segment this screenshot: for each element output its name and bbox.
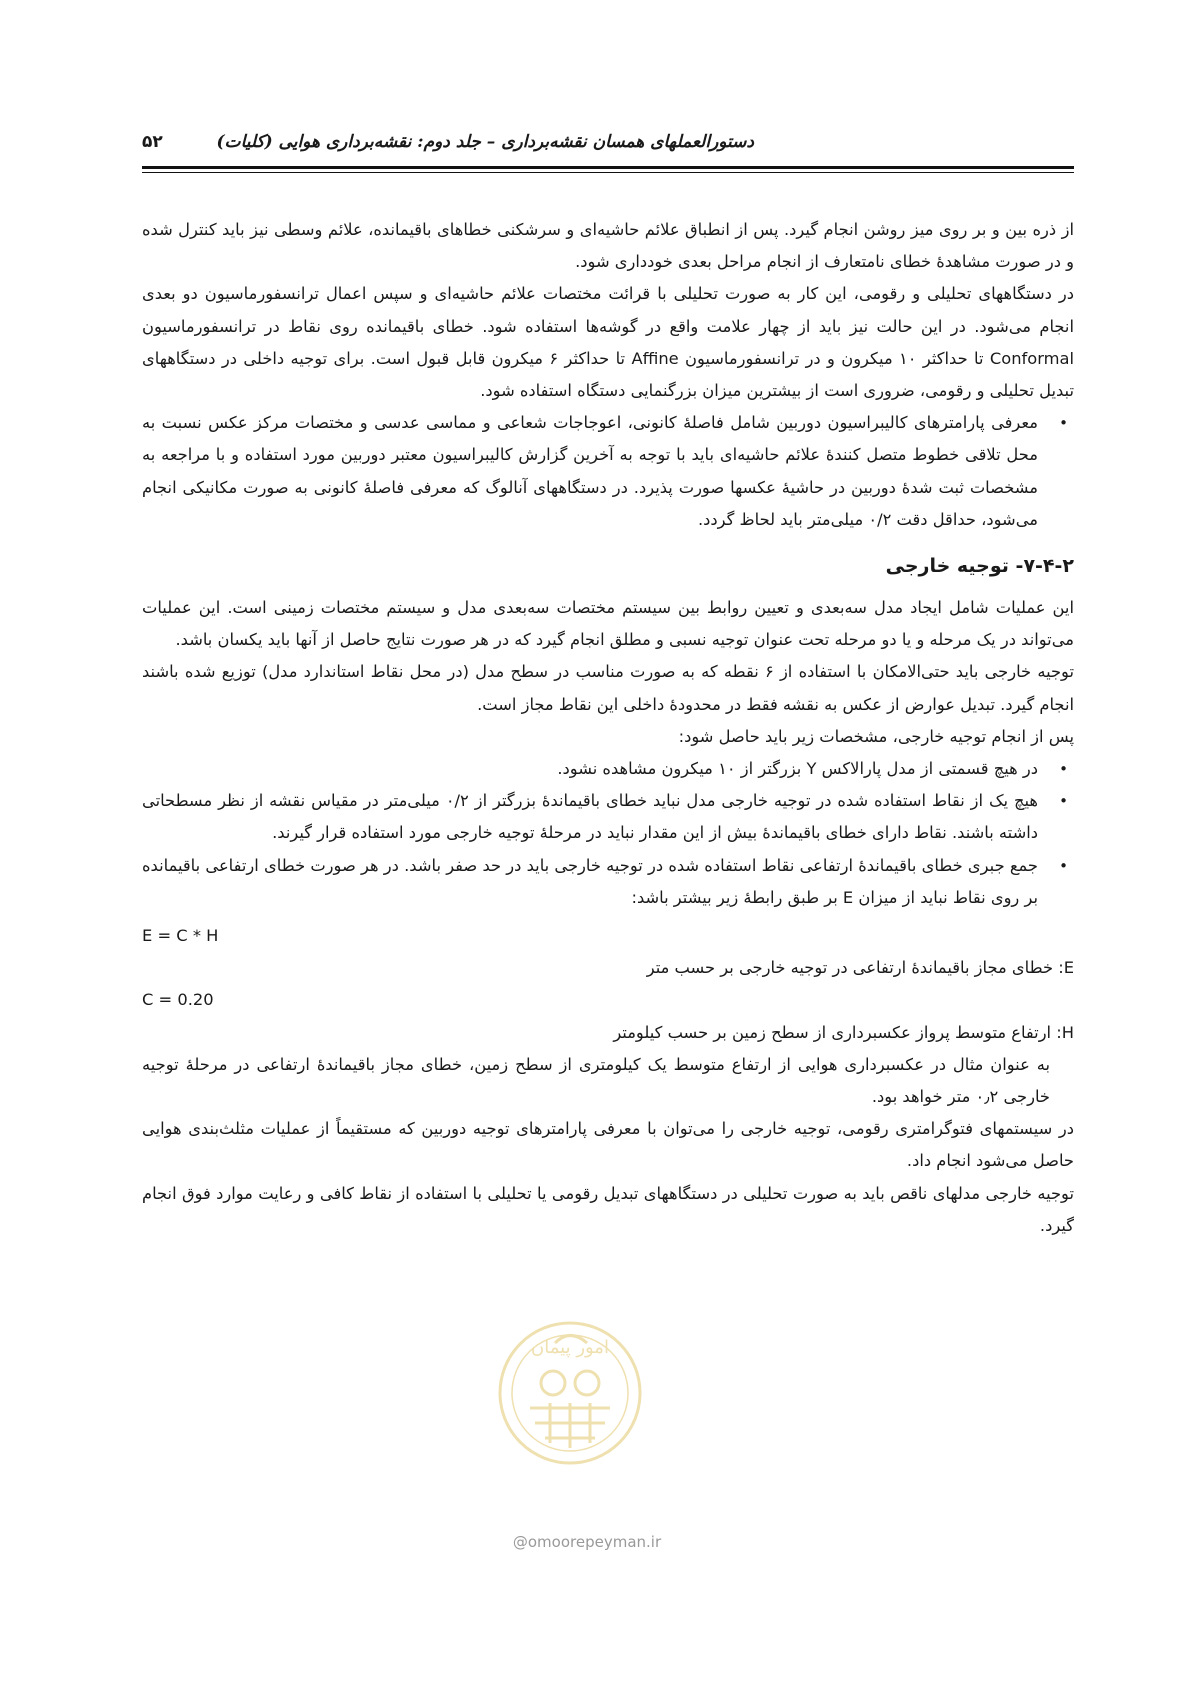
paragraph: توجیه خارجی مدلهای ناقص باید به صورت تحلیلی در دستگاههای تبدیل رقومی یا تحلیلی با استفاده از نقاط کافی و رعایت موارد فوق انجام گیرد.: [142, 1183, 1074, 1235]
definition-c: C = 0.20: [142, 990, 214, 1010]
bullet-item: • در هیچ قسمتی از مدل پارالاکس Y بزرگتر از ۱۰ میکرون مشاهده نشود.: [142, 753, 1074, 785]
page-number: ۵۲: [142, 132, 163, 152]
paragraph: از ذره بین و بر روی میز روشن انجام گیرد. پس از انطباق علائم حاشیه‌ای و سرشکنی خطاهای باقیمانده، علائم وسطی نیز باید کنترل شده و در صورت مشاهدهٔ خطای نامتعارف از انجام مراحل بعدی خودداری شود.: [142, 220, 1074, 272]
paragraph: توجیه خارجی باید حتی‌الامکان با استفاده از ۶ نقطه که به صورت مناسب در سطح مدل (در محل نقاط استاندارد مدل) توزیع شده باشند انجام گیرد. تبدیل عوارض از عکس به نقشه فقط در محدودهٔ داخلی این نقاط مجاز است.: [142, 662, 1074, 714]
bullet-item: • معرفی پارامترهای کالیبراسیون دوربین شامل فاصلهٔ کانونی، اعوجاجات شعاعی و مماسی عدسی و مختصات مرکز عکس نسبت به محل تلاقی خطوط متصل کنندهٔ علائم حاشیه‌ای باید با توجه به آخرین گزارش کالیبراسیون معتبر دوربین مورد استفاده و با مراجعه به مشخصات ثبت شدهٔ دوربین در حاشیهٔ عکسها صورت پذیرد. در دستگاههای آنالوگ که معرفی فاصلهٔ کانونی به صورت مکانیکی انجام می‌شود، حداقل دقت ۰/۲ میلی‌متر باید لحاظ گردد.: [142, 407, 1074, 536]
page-header: [142, 130, 1074, 169]
formula: E = C * H: [142, 926, 219, 946]
watermark-site: @omoorepeyman.ir: [512, 1533, 662, 1551]
definition-h: H: ارتفاع متوسط پرواز عکسبرداری از سطح زمین بر حسب کیلومتر: [613, 1022, 1074, 1042]
paragraph: پس از انجام توجیه خارجی، مشخصات زیر باید حاصل شود:: [678, 726, 1074, 746]
bullet-item: • هیچ یک از نقاط استفاده شده در توجیه خارجی مدل نباید خطای باقیماندهٔ بزرگتر از ۰/۲ میلی‌متر در مقیاس نقشه از نظر مسطحاتی داشته باشند. نقاط دارای خطای باقیماندهٔ بیش از این مقدار نباید در مرحلهٔ توجیه خارجی مورد استفاده قرار گیرند.: [142, 785, 1074, 849]
paragraph: در سیستمهای فتوگرامتری رقومی، توجیه خارجی را می‌توان با معرفی پارامترهای توجیه دوربین که مستقیماً از عملیات مثلث‌بندی هوایی حاصل می‌شود انجام داد.: [142, 1119, 1074, 1171]
header-title: دستورالعملهای همسان نقشه‌برداری – جلد دوم: نقشه‌برداری هوایی (کلیات): [216, 132, 754, 152]
watermark-logo-text: امور پیمان: [531, 1337, 609, 1358]
paragraph: این عملیات شامل ایجاد مدل سه‌بعدی و تعیین روابط بین سیستم مختصات سه‌بعدی مدل و سیستم مختصات زمینی است. این عملیات می‌تواند در یک مرحله و یا دو مرحله تحت عنوان توجیه نسبی و مطلق انجام گیرد که در هر صورت نتایج حاصل از آنها باید یکسان باشد.: [142, 598, 1074, 650]
paragraph: در دستگاههای تحلیلی و رقومی، این کار به صورت تحلیلی با قرائت مختصات علائم حاشیه‌ای و سپس اعمال ترانسفورماسیون دو بعدی انجام می‌شود. در این حالت نیز باید از چهار علامت واقع در گوشه‌ها استفاده شود. خطای باقیمانده روی نقاط در ترانسفورماسیون Conformal تا حداکثر ۱۰ میکرون و در ترانسفورماسیون Affine تا حداکثر ۶ میکرون قابل قبول است. برای توجیه داخلی در دستگاههای تبدیل تحلیلی و رقومی، ضروری است از بیشترین میزان بزرگنمایی دستگاه استفاده شود.: [142, 284, 1074, 401]
watermark-logo: [495, 1298, 645, 1488]
page-content: [142, 214, 1074, 1242]
definition-e: E: خطای مجاز باقیماندهٔ ارتفاعی در توجیه خارجی بر حسب متر: [646, 958, 1074, 978]
bullet-item: • جمع جبری خطای باقیماندهٔ ارتفاعی نقاط استفاده شده در توجیه خارجی باید در حد صفر باشد. در هر صورت خطای ارتفاعی باقیمانده بر روی نقاط نباید از میزان E بر طبق رابطهٔ زیر بیشتر باشد:: [142, 850, 1074, 914]
section-title: ۷-۴-۲- توجیه خارجی: [885, 555, 1074, 578]
paragraph: به عنوان مثال در عکسبرداری هوایی از ارتفاع متوسط یک کیلومتری از سطح زمین، خطای مجاز باقیماندهٔ ارتفاعی در مرحلهٔ توجیه خارجی ۰٫۲ متر خواهد بود.: [142, 1054, 1050, 1107]
